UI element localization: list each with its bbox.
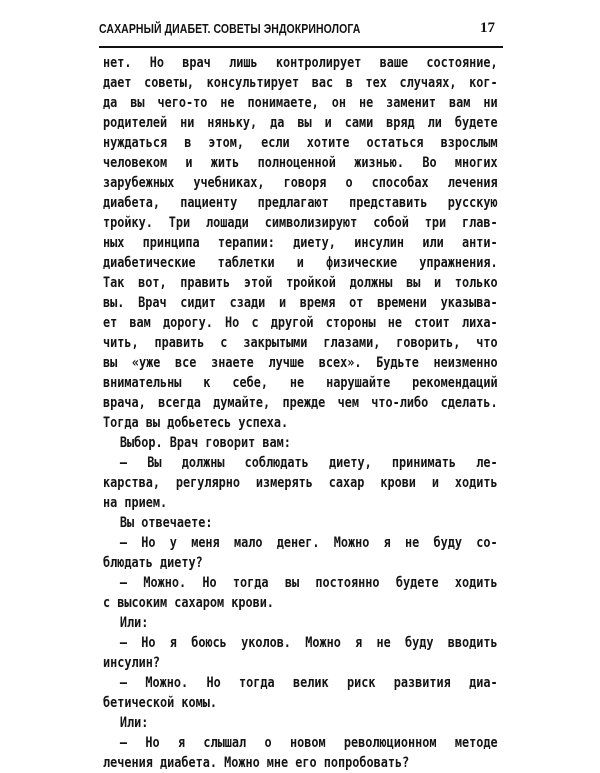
- text-line: Или:: [119, 715, 149, 731]
- text-line: диабета, пациенту предлагают представить русскую: [103, 195, 498, 211]
- text-line: блюдать диету?: [103, 555, 203, 571]
- text-line: дает советы, консультирует вас в тех случаях, ког-: [103, 75, 498, 91]
- text-line: врача, всегда думайте, прежде чем что-либо сделать.: [103, 395, 498, 411]
- text-line: Вы отвечаете:: [119, 515, 213, 531]
- page-header: [99, 20, 503, 48]
- text-line: вы «уже все знаете лучше всех». Будьте неизменно: [103, 355, 498, 371]
- text-line: внимательны к себе, не нарушайте рекомендаций: [103, 375, 498, 391]
- text-line: нет. Но врач лишь контролирует ваше состояние,: [103, 55, 498, 71]
- text-line: нуждаться в этом, если хотите остаться взрослым: [103, 135, 498, 151]
- text-line: лечения диабета. Можно мне его попробовать?: [103, 755, 410, 771]
- text-line: диабетические таблетки и физические упражнения.: [103, 255, 498, 271]
- text-line: — Но у меня мало денег. Можно я не буду со-: [119, 535, 498, 551]
- text-line: с высоким сахаром крови.: [103, 595, 274, 611]
- text-line: — Можно. Но тогда велик риск развития диа-: [119, 675, 498, 691]
- text-line: Тогда вы добьетесь успеха.: [103, 415, 289, 431]
- text-line: Выбор. Врач говорит вам:: [119, 435, 291, 451]
- page-number: 17: [480, 20, 495, 36]
- text-line: ных принципа терапии: диету, инсулин или анти-: [103, 235, 498, 251]
- body-text: [103, 53, 498, 773]
- text-line: — Можно. Но тогда вы постоянно будете ходить: [119, 575, 498, 591]
- text-line: — Но я слышал о новом революционном методе: [119, 735, 498, 751]
- text-line: человеком и жить полноценной жизнью. Во многих: [103, 155, 498, 171]
- text-line: Или:: [119, 615, 149, 631]
- text-line: — Вы должны соблюдать диету, принимать ле-: [119, 455, 498, 471]
- text-line: Так вот, править этой тройкой должны вы и только: [103, 275, 498, 291]
- text-line: зарубежных учебниках, говоря о способах лечения: [103, 175, 498, 191]
- text-line: чить, править с закрытыми глазами, говорить, что: [103, 335, 498, 351]
- text-line: родителей ни няньку, да вы и сами вряд ли будете: [103, 115, 498, 131]
- text-line: бетической комы.: [103, 695, 217, 711]
- text-line: карства, регулярно измерять сахар крови и ходить: [103, 475, 498, 491]
- text-line: да вы чего-то не понимаете, он не заменит вам ни: [103, 95, 498, 111]
- text-line: — Но я боюсь уколов. Можно я не буду вводить: [119, 635, 498, 651]
- running-head: САХАРНЫЙ ДИАБЕТ. СОВЕТЫ ЭНДОКРИНОЛОГА: [99, 22, 361, 36]
- text-line: тройку. Три лошади символизируют собой три глав-: [103, 215, 498, 231]
- text-line: вы. Врач сидит сзади и время от времени указыва-: [103, 295, 498, 311]
- text-line: на прием.: [103, 495, 168, 511]
- text-line: ет вам дорогу. Но с другой стороны не стоит лиха-: [103, 315, 498, 331]
- text-line: инсулин?: [103, 655, 160, 671]
